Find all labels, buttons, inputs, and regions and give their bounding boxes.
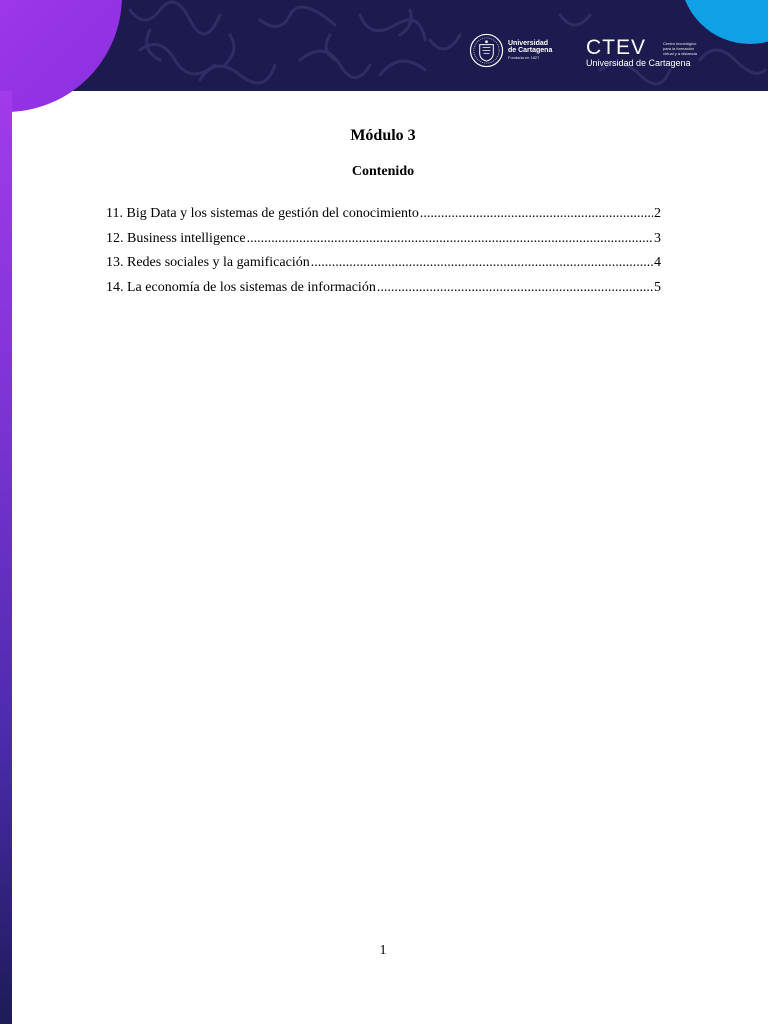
toc-leader-dots — [377, 280, 653, 296]
ctev-logo — [586, 38, 706, 70]
university-seal-icon — [469, 33, 504, 68]
toc-entry-label: 12. Business intelligence — [106, 230, 246, 246]
toc-entry[interactable] — [106, 231, 661, 256]
toc-entry-page: 2 — [654, 206, 661, 221]
universidad-logo — [469, 32, 553, 68]
toc-entry-page: 3 — [654, 230, 661, 246]
logo-text-line1: Universidad — [508, 40, 549, 48]
toc-entry-page: 4 — [654, 255, 661, 270]
left-gradient-strip — [0, 91, 12, 1024]
table-of-contents — [106, 206, 661, 304]
logo-tagline: Fundada en 1827 — [508, 54, 540, 60]
toc-leader-dots — [420, 206, 653, 222]
toc-entry[interactable] — [106, 255, 661, 280]
toc-entry-page: 5 — [654, 279, 661, 295]
ctev-side-text: Centro tecnológico para la formación virtual y a distancia — [663, 41, 698, 56]
ctev-subtitle: Universidad de Cartagena — [586, 58, 691, 68]
logo-text-line2: de Cartagena — [508, 47, 553, 55]
toc-entry-label: 11. Big Data y los sistemas de gestión del conocimiento — [106, 206, 419, 221]
toc-leader-dots — [311, 255, 653, 271]
page-title: Módulo 3 — [350, 127, 416, 144]
ctev-acronym: CTEV — [586, 36, 647, 59]
toc-entry[interactable] — [106, 206, 661, 231]
page-number: 1 — [379, 943, 387, 958]
toc-leader-dots — [247, 231, 653, 247]
purple-circle-decoration — [0, 0, 122, 112]
toc-entry[interactable] — [106, 280, 661, 305]
toc-entry-label: 13. Redes sociales y la gamificación — [106, 255, 310, 270]
toc-entry-label: 14. La economía de los sistemas de información — [106, 279, 376, 295]
toc-heading: Contenido — [351, 164, 415, 179]
